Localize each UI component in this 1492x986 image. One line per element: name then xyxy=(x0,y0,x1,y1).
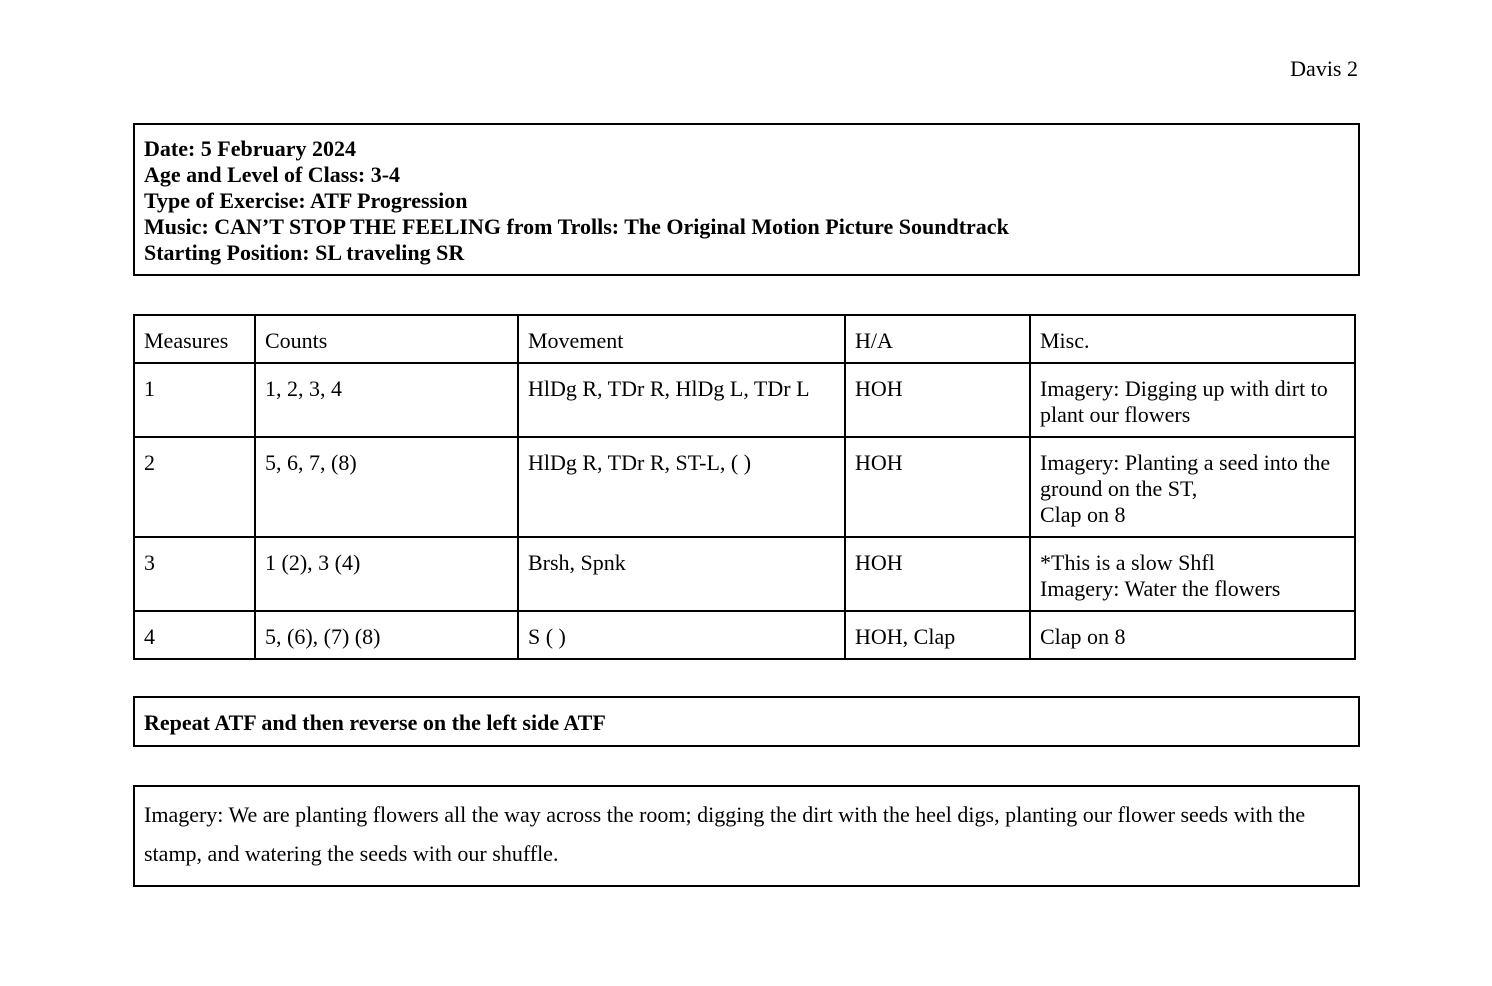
cell-counts: 1 (2), 3 (4) xyxy=(255,537,518,611)
cell-measure: 2 xyxy=(134,437,255,537)
imagery-note: Imagery: We are planting flowers all the way across the room; digging the dirt with the heel digs, planting our flower seeds with the stamp, and watering the seeds with our shuffle. xyxy=(144,802,1306,866)
header-misc: Misc. xyxy=(1030,315,1355,363)
running-head: Davis 2 xyxy=(1290,56,1358,81)
cell-measure: 3 xyxy=(134,537,255,611)
cell-movement: S ( ) xyxy=(518,611,845,659)
info-starting-position: Starting Position: SL traveling SR xyxy=(144,240,465,265)
header-movement: Movement xyxy=(518,315,845,363)
info-date: Date: 5 February 2024 xyxy=(144,136,357,161)
cell-misc xyxy=(1030,611,1355,659)
cell-ha: HOH, Clap xyxy=(845,611,1030,659)
misc-line: *This is a slow Shfl xyxy=(1040,550,1215,575)
cell-movement: HlDg R, TDr R, ST-L, ( ) xyxy=(518,437,845,537)
misc-line: Clap on 8 xyxy=(1040,624,1126,649)
table-row xyxy=(134,537,1355,611)
cell-ha: HOH xyxy=(845,537,1030,611)
routine-table xyxy=(133,314,1356,660)
table-header-row xyxy=(134,315,1355,363)
cell-misc xyxy=(1030,363,1355,437)
cell-ha: HOH xyxy=(845,363,1030,437)
cell-counts: 5, (6), (7) (8) xyxy=(255,611,518,659)
repeat-note: Repeat ATF and then reverse on the left side ATF xyxy=(144,710,606,735)
info-exercise-type: Type of Exercise: ATF Progression xyxy=(144,188,468,213)
table-row xyxy=(134,437,1355,537)
repeat-note-box xyxy=(133,696,1360,747)
cell-counts: 5, 6, 7, (8) xyxy=(255,437,518,537)
header-ha: H/A xyxy=(845,315,1030,363)
table-row xyxy=(134,363,1355,437)
cell-misc xyxy=(1030,437,1355,537)
misc-line: ground on the ST, xyxy=(1040,476,1198,501)
cell-measure: 4 xyxy=(134,611,255,659)
cell-ha: HOH xyxy=(845,437,1030,537)
cell-measure: 1 xyxy=(134,363,255,437)
misc-line: Imagery: Water the flowers xyxy=(1040,576,1281,601)
class-info-box xyxy=(133,123,1360,276)
header-measures: Measures xyxy=(134,315,255,363)
header-counts: Counts xyxy=(255,315,518,363)
table-row xyxy=(134,611,1355,659)
misc-line: Clap on 8 xyxy=(1040,502,1126,527)
info-music: Music: CAN’T STOP THE FEELING from Trolls: The Original Motion Picture Soundtrack xyxy=(144,214,1009,239)
info-age-level: Age and Level of Class: 3-4 xyxy=(144,162,401,187)
misc-line: plant our flowers xyxy=(1040,402,1191,427)
misc-line: Imagery: Digging up with dirt to xyxy=(1040,376,1328,401)
cell-counts: 1, 2, 3, 4 xyxy=(255,363,518,437)
misc-line: Imagery: Planting a seed into the xyxy=(1040,450,1331,475)
cell-movement: Brsh, Spnk xyxy=(518,537,845,611)
cell-misc xyxy=(1030,537,1355,611)
imagery-note-box xyxy=(133,785,1360,887)
cell-movement: HlDg R, TDr R, HlDg L, TDr L xyxy=(518,363,845,437)
